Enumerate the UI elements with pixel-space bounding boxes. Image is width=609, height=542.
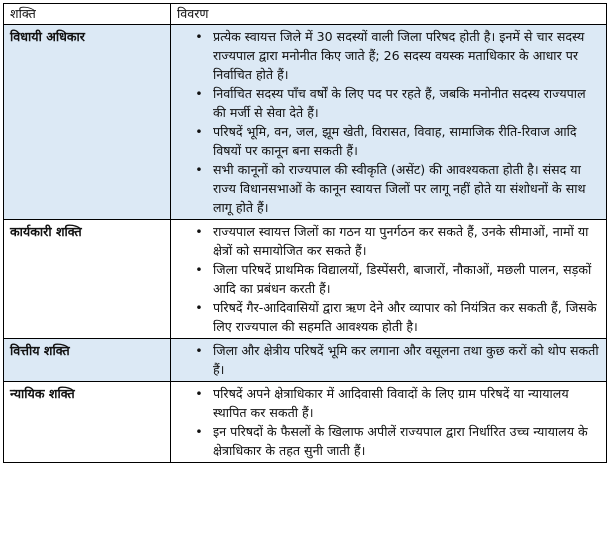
bullet-icon: • — [195, 29, 203, 44]
list-item: • निर्वाचित सदस्य पाँच वर्षों के लिए पद पर रहते हैं, जबकि मनोनीत सदस्य राज्यपाल की मर्जी से सेवा देते हैं। — [181, 84, 602, 122]
bullet-icon: • — [195, 224, 203, 239]
list-item: • सभी कानूनों को राज्यपाल की स्वीकृति (असेंट) की आवश्यकता होती है। संसद या राज्य विधानसभाओं के कानून स्वायत्त जिलों पर लागू नहीं होते या संशोधनों के साथ लागू होते हैं। — [181, 160, 602, 217]
list-item: • प्रत्येक स्वायत्त जिले में 30 सदस्यों वाली जिला परिषद होती है। इनमें से चार सदस्य राज्यपाल द्वारा मनोनीत किए जाते हैं; 26 सदस्य वयस्क मताधिकार के आधार पर निर्वाचित होते हैं। — [181, 27, 602, 84]
list-item: • जिला और क्षेत्रीय परिषदें भूमि कर लगाना और वसूलना तथा कुछ करों को थोप सकती हैं। — [181, 341, 602, 379]
bullet-icon: • — [195, 300, 203, 315]
bullet-icon: • — [195, 262, 203, 277]
row-description — [171, 25, 607, 220]
header-description: विवरण — [171, 4, 607, 25]
table-row-legislative — [4, 25, 607, 220]
row-description — [171, 220, 607, 339]
row-description — [171, 382, 607, 463]
bullet-icon: • — [195, 386, 203, 401]
list-item: • इन परिषदों के फैसलों के खिलाफ अपीलें राज्यपाल द्वारा निर्धारित उच्च न्यायालय के क्षेत्राधिकार के तहत सुनी जाती हैं। — [181, 422, 602, 460]
row-description — [171, 339, 607, 382]
table-row-executive — [4, 220, 607, 339]
header-power: शक्ति — [4, 4, 171, 25]
list-item: • जिला परिषदें प्राथमिक विद्यालयों, डिस्पेंसरी, बाजारों, नौकाओं, मछली पालन, सड़कों आदि का प्रबंधन करती हैं। — [181, 260, 602, 298]
bullet-icon: • — [195, 343, 203, 358]
row-title: विधायी अधिकार — [4, 25, 171, 220]
table-header-row — [4, 4, 607, 25]
bullet-icon: • — [195, 86, 203, 101]
list-item: • राज्यपाल स्वायत्त जिलों का गठन या पुनर्गठन कर सकते हैं, उनके सीमाओं, नामों या क्षेत्रों को समायोजित कर सकते हैं। — [181, 222, 602, 260]
row-title: वित्तीय शक्ति — [4, 339, 171, 382]
powers-table-container — [3, 3, 606, 463]
table-row-financial — [4, 339, 607, 382]
list-item: • परिषदें गैर-आदिवासियों द्वारा ऋण देने और व्यापार को नियंत्रित कर सकती हैं, जिसके लिए राज्यपाल की सहमति आवश्यक होती है। — [181, 298, 602, 336]
list-item: • परिषदें भूमि, वन, जल, झूम खेती, विरासत, विवाह, सामाजिक रीति-रिवाज आदि विषयों पर कानून बना सकती हैं। — [181, 122, 602, 160]
bullet-icon: • — [195, 162, 203, 177]
row-title: न्यायिक शक्ति — [4, 382, 171, 463]
list-item: • परिषदें अपने क्षेत्राधिकार में आदिवासी विवादों के लिए ग्राम परिषदें या न्यायालय स्थापित कर सकती हैं। — [181, 384, 602, 422]
row-title: कार्यकारी शक्ति — [4, 220, 171, 339]
bullet-icon: • — [195, 424, 203, 439]
table-row-judicial — [4, 382, 607, 463]
powers-table — [3, 3, 607, 463]
bullet-icon: • — [195, 124, 203, 139]
